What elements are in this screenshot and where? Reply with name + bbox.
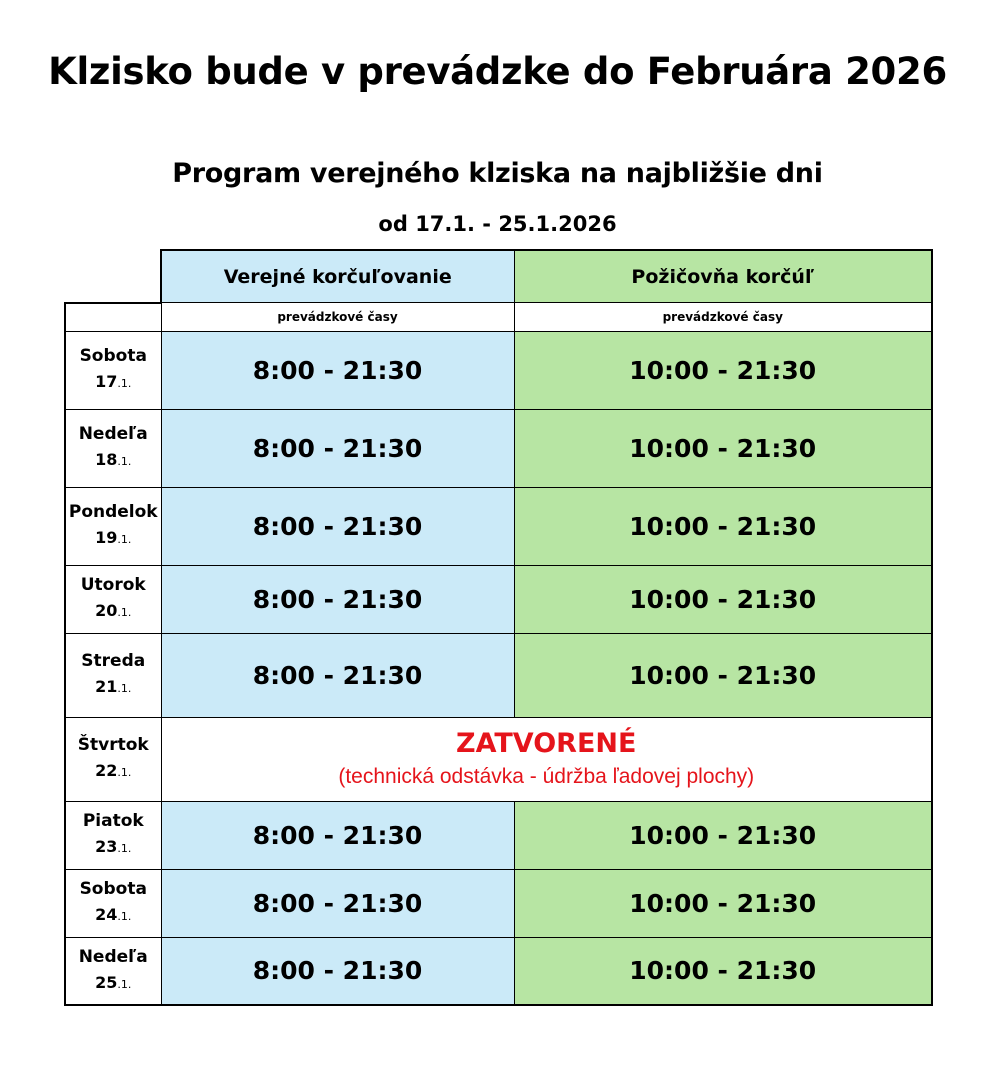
day-date: 22.1. — [95, 761, 132, 780]
day-date: 19.1. — [95, 528, 132, 547]
day-name: Utorok — [80, 575, 146, 595]
rental-time: 10:00 - 21:30 — [514, 801, 932, 869]
public-skating-time: 8:00 - 21:30 — [161, 487, 514, 565]
day-cell — [65, 937, 161, 1005]
table-row — [65, 331, 932, 409]
date-range: od 17.1. - 25.1.2026 — [378, 212, 617, 236]
day-cell — [65, 409, 161, 487]
public-skating-time: 8:00 - 21:30 — [161, 633, 514, 717]
rental-time: 10:00 - 21:30 — [514, 487, 932, 565]
rental-time: 10:00 - 21:30 — [514, 409, 932, 487]
day-date: 17.1. — [95, 372, 132, 391]
table-row — [65, 487, 932, 565]
day-name: Pondelok — [68, 502, 158, 522]
day-name: Streda — [81, 651, 146, 671]
corner-cell — [65, 250, 161, 303]
day-date: 24.1. — [95, 905, 132, 924]
table-row — [65, 869, 932, 937]
subheader-row — [65, 303, 932, 332]
schedule-subtitle: Program verejného klziska na najbližšie dni — [172, 158, 823, 189]
subheader-empty — [65, 303, 161, 332]
day-name: Sobota — [79, 879, 147, 899]
rental-time: 10:00 - 21:30 — [514, 869, 932, 937]
day-cell — [65, 869, 161, 937]
day-name: Nedeľa — [78, 424, 148, 444]
public-skating-time: 8:00 - 21:30 — [161, 937, 514, 1005]
rental-time: 10:00 - 21:30 — [514, 565, 932, 633]
closed-notice — [161, 717, 932, 801]
day-date: 20.1. — [95, 601, 132, 620]
closed-reason: (technická odstávka - údržba ľadovej plochy) — [338, 765, 755, 788]
day-date: 23.1. — [95, 837, 132, 856]
day-cell — [65, 487, 161, 565]
day-cell — [65, 331, 161, 409]
closed-title: ZATVORENÉ — [456, 728, 637, 759]
table-row — [65, 937, 932, 1005]
rental-header: Požičovňa korčúľ — [514, 250, 932, 303]
day-date: 25.1. — [95, 972, 132, 992]
day-cell — [65, 717, 161, 801]
rental-time: 10:00 - 21:30 — [514, 937, 932, 1005]
day-date: 21.1. — [95, 677, 132, 696]
page-title: Klzisko bude v prevádzke do Februára 2026 — [48, 50, 947, 93]
public-skating-header: Verejné korčuľovanie — [161, 250, 514, 303]
rental-time: 10:00 - 21:30 — [514, 331, 932, 409]
day-name: Štvrtok — [77, 735, 149, 755]
table-row — [65, 801, 932, 869]
public-skating-subheader: prevádzkové časy — [161, 303, 514, 332]
day-cell — [65, 801, 161, 869]
table-row — [65, 633, 932, 717]
public-skating-time: 8:00 - 21:30 — [161, 869, 514, 937]
day-name: Nedeľa — [78, 946, 148, 967]
day-name: Sobota — [79, 346, 147, 366]
schedule-table — [64, 249, 933, 1006]
public-skating-time: 8:00 - 21:30 — [161, 331, 514, 409]
day-cell — [65, 633, 161, 717]
day-date: 18.1. — [95, 450, 132, 469]
table-row — [65, 565, 932, 633]
day-cell — [65, 565, 161, 633]
rental-subheader: prevádzkové časy — [514, 303, 932, 332]
public-skating-time: 8:00 - 21:30 — [161, 801, 514, 869]
public-skating-time: 8:00 - 21:30 — [161, 409, 514, 487]
table-row — [65, 409, 932, 487]
table-row-closed — [65, 717, 932, 801]
day-name: Piatok — [82, 811, 144, 831]
column-header-row — [65, 250, 932, 303]
public-skating-time: 8:00 - 21:30 — [161, 565, 514, 633]
rental-time: 10:00 - 21:30 — [514, 633, 932, 717]
